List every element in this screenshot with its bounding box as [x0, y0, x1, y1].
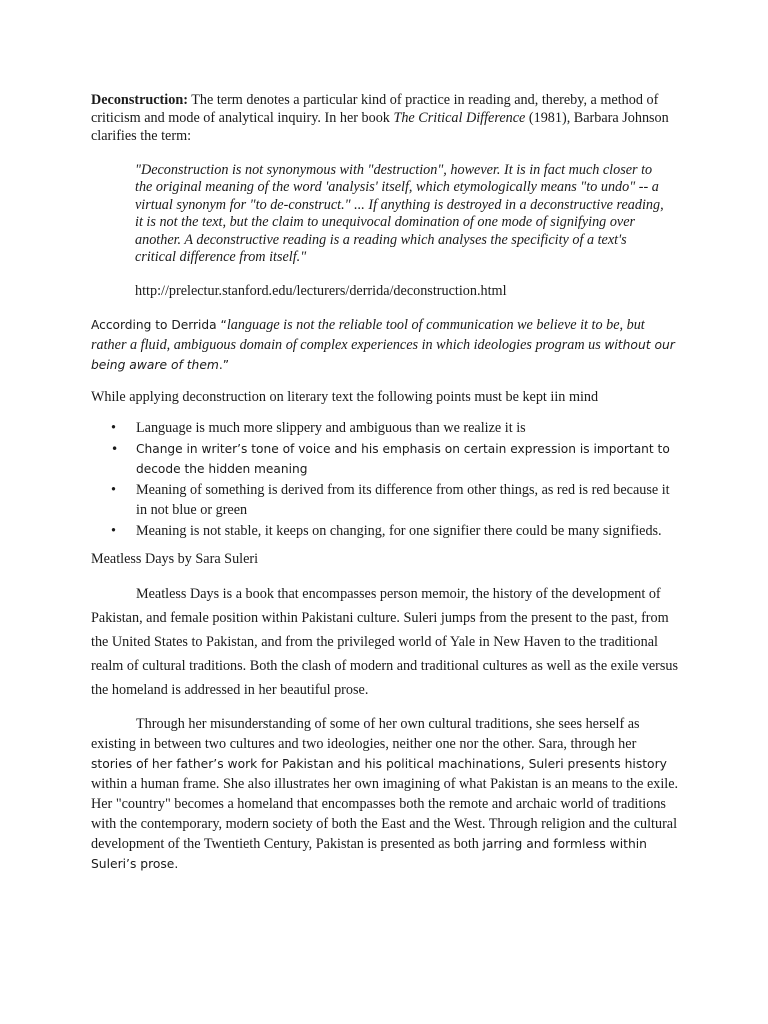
bullet-icon: •: [111, 482, 116, 499]
section-heading: Meatless Days by Sara Suleri: [91, 551, 259, 568]
bullet-icon: •: [111, 442, 119, 457]
term-heading: Deconstruction:: [91, 92, 188, 108]
list-item-text: Meaning is not stable, it keeps on changing, for one signifier there could be many signifieds.: [136, 523, 662, 540]
derrida-lead: According to Derrida “: [91, 318, 227, 333]
body-paragraph-1: Meatless Days is a book that encompasses person memoir, the history of the development of Pakistan, and female position within Pakistani culture. Suleri jumps from the present to the past, from the United States to Pakistan, and from the privileged world of Yale in New Haven to the traditional realm of cultural traditions. Both the clash of modern and traditional cultures as well as the exile versus the homeland is addressed in her beautiful prose.: [91, 586, 679, 699]
list-item-text: Change in writer’s tone of voice and his emphasis on certain expression is important to decode the hidden meaning: [136, 442, 670, 477]
list-item: [111, 480, 681, 520]
list-item: [111, 521, 681, 541]
derrida-close: .”: [218, 358, 230, 373]
list-item: [111, 418, 681, 438]
paragraph-2-text-a: Through her misunderstanding of some of her own cultural traditions, she sees herself as existing in between two cultures and two ideologies, neither one nor the other. Sara, through her: [91, 716, 640, 753]
bullet-icon: •: [111, 523, 116, 540]
paragraph-2-text-c: within a human frame. She also illustrates her own imagining of what Pakistan is an means to the exile. Her "country" becomes a homeland that encompasses both the remote and archaic world of traditions with the contemporary, modern society of both the East and the West. Through religion and the cultural development of the Twentieth Century, Pakistan is presented as both: [91, 776, 679, 853]
list-item-text: Meaning of something is derived from its difference from other things, as red is red because it in not blue or green: [136, 482, 670, 519]
derrida-quote: language is not the reliable tool of communication we believe it to be, but rather a fluid, ambiguous domain of complex experiences in which ideologies program us: [91, 317, 645, 354]
bullet-icon: •: [111, 420, 116, 437]
intro-paragraph: [91, 91, 685, 145]
intro-text: The term denotes a particular kind of practice in reading and, thereby, a method of criticism and mode of analytical inquiry. In her book: [91, 92, 659, 126]
intro-text-end: (1981), Barbara Johnson clarifies the term:: [91, 110, 669, 144]
points-list: [91, 418, 681, 541]
paragraph-2-text-b: stories of her father’s work for Pakistan and his political machinations, Suleri presents history: [91, 757, 667, 772]
paragraph-2-text-d: jarring and formless within Suleri’s prose.: [91, 837, 647, 872]
points-intro: While applying deconstruction on literary text the following points must be kept iin mind: [91, 389, 599, 406]
derrida-paragraph: [91, 315, 681, 375]
body-paragraph-2: [91, 714, 681, 874]
derrida-quote-end: without our being aware of them: [91, 338, 675, 373]
johnson-quote: "Deconstruction is not synonymous with "destruction", however. It is in fact much closer to the original meaning of the word 'analysis' itself, which etymologically means "to undo" -- a virtual synonym for "to de-construct." ... If anything is destroyed in a deconstructive reading, it is not the text, but the claim to unequivocal domination of one mode of signifying over another. A deconstructive reading is a reading which analyses the specificity of a text's critical difference from itself.": [135, 162, 664, 266]
list-item: [111, 439, 681, 479]
book-title: The Critical Difference: [393, 110, 526, 126]
list-item-text: Language is much more slippery and ambiguous than we realize it is: [136, 420, 526, 437]
source-url: http://prelectur.stanford.edu/lecturers/derrida/deconstruction.html: [135, 283, 507, 300]
